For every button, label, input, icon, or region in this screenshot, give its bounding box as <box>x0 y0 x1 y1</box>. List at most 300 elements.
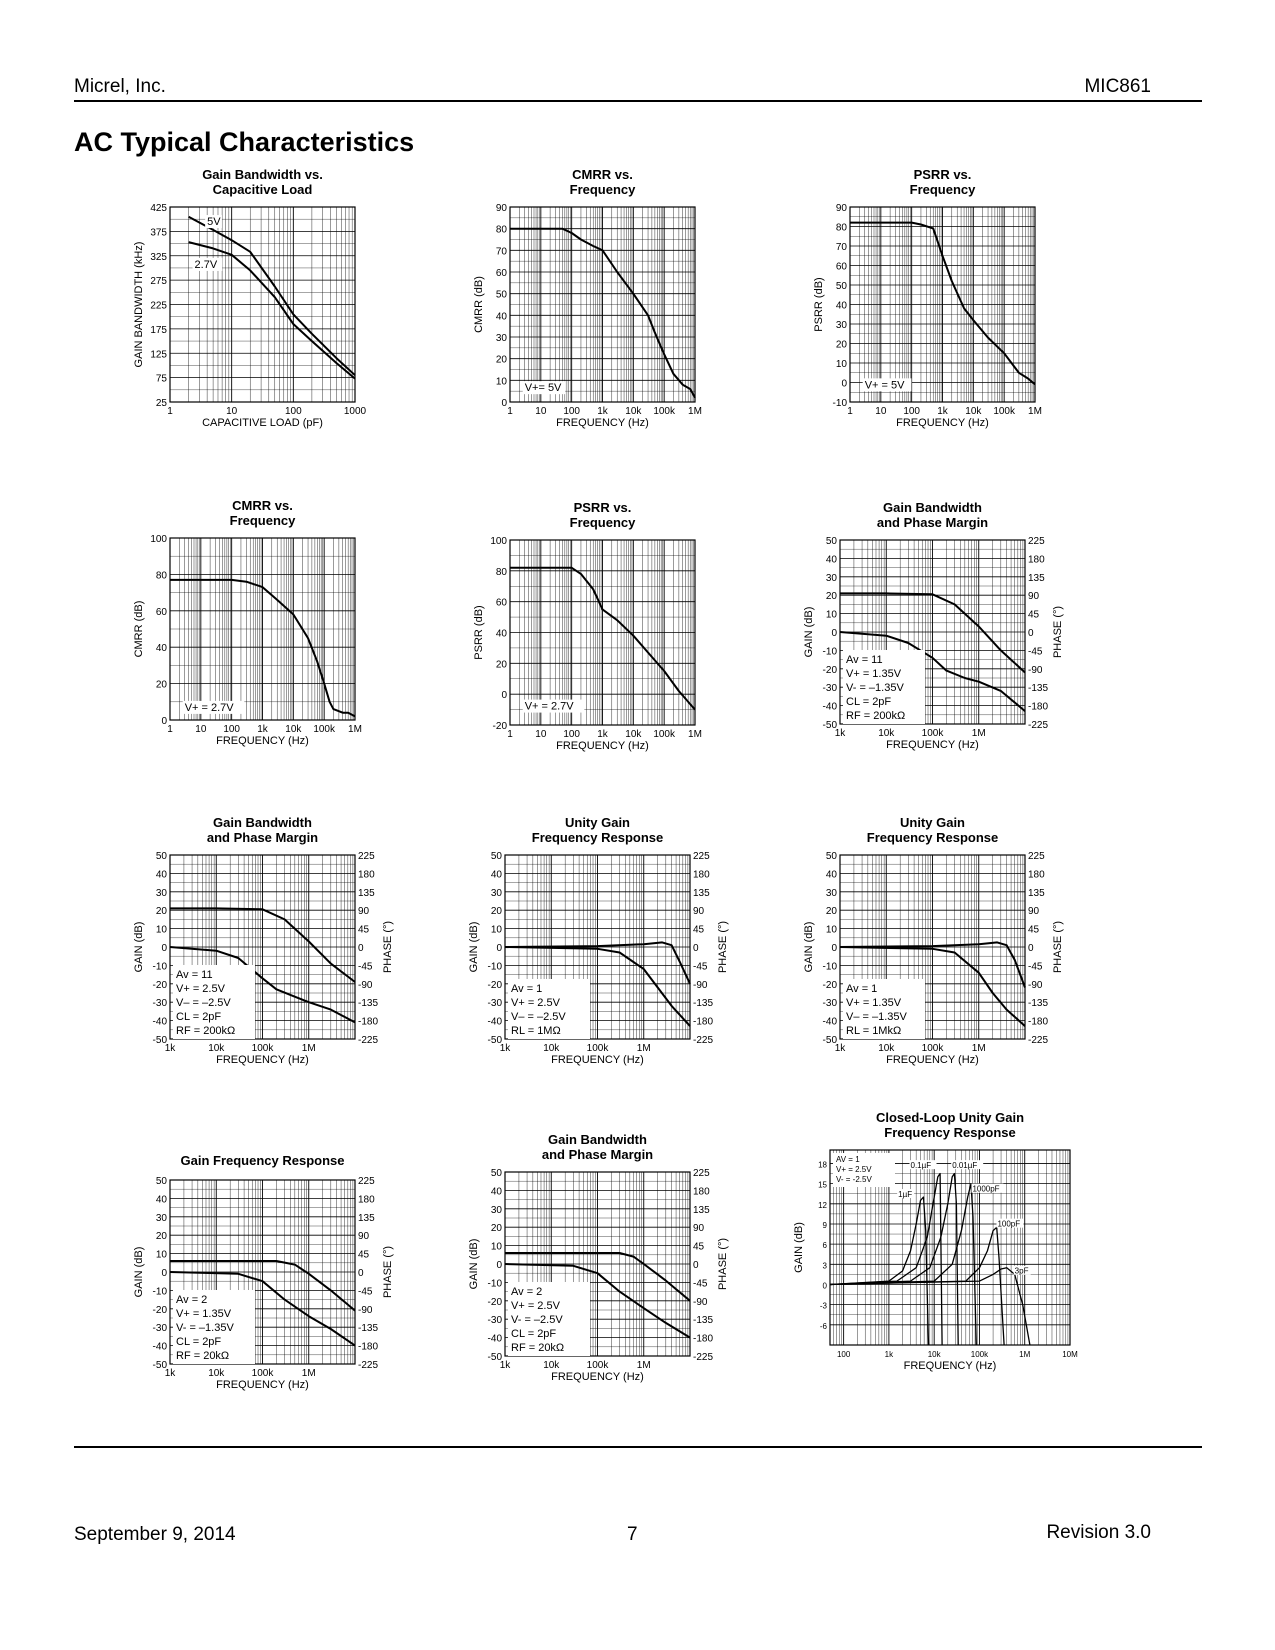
y-tick-label: -30 <box>152 998 167 1010</box>
y-axis-label: PSRR (dB) <box>813 277 825 332</box>
y2-tick-label: 135 <box>693 887 710 899</box>
y-tick-label: 20 <box>495 659 507 671</box>
y2-tick-label: -225 <box>1028 720 1049 731</box>
y-axis-label: CMRR (dB) <box>473 276 485 333</box>
y-tick-label: 20 <box>825 591 837 603</box>
x-tick-label: 1k <box>164 1368 176 1379</box>
x-tick-label: 10k <box>625 729 642 740</box>
footer-page-number: 7 <box>627 1524 638 1545</box>
chart-psrr-vs-frequency-5v <box>810 165 1060 430</box>
y2-tick-label: -180 <box>358 1341 379 1353</box>
x-tick-label: 1M <box>636 1360 651 1371</box>
y-tick-label: -6 <box>819 1321 827 1331</box>
chart-title: Gain Frequency Response <box>180 1153 345 1168</box>
y-tick-label: 20 <box>155 1231 167 1243</box>
legend-text: Av = 2 <box>511 1286 543 1298</box>
y2-tick-label: -135 <box>358 1323 379 1335</box>
chart-title: Unity Gain <box>564 815 631 830</box>
x-tick-label: 1k <box>937 406 948 417</box>
y2-tick-label: -180 <box>693 1016 714 1028</box>
y2-tick-label: 225 <box>1028 536 1045 547</box>
legend-text: Av = 1 <box>846 983 878 995</box>
y2-tick-label: -135 <box>693 1315 714 1327</box>
x-tick-label: 10 <box>195 724 207 735</box>
y-tick-label: 10 <box>155 924 167 936</box>
y-tick-label: 40 <box>495 628 507 640</box>
y-axis-label: GAIN (dB) <box>793 1222 805 1273</box>
x-tick-label: 1M <box>636 1043 651 1054</box>
y2-tick-label: -225 <box>358 1360 379 1371</box>
y-tick-label: -20 <box>492 721 507 732</box>
y2-tick-label: 45 <box>358 924 370 936</box>
chart-title: Frequency <box>569 182 636 197</box>
y-tick-label: 20 <box>825 906 837 918</box>
x-tick-label: 100k <box>921 728 944 739</box>
y-tick-label: 60 <box>155 606 167 618</box>
y-tick-label: 275 <box>150 276 167 288</box>
x-tick-label: 1M <box>688 406 702 417</box>
series-line-01f <box>830 1174 942 1346</box>
y-tick-label: 80 <box>495 566 507 578</box>
series-line-1f <box>830 1197 929 1345</box>
y-tick-label: 50 <box>155 851 167 862</box>
x-tick-label: 10k <box>927 1350 941 1359</box>
legend-text: V+ = 2.5V <box>836 1165 872 1174</box>
legend-text: RF = 200kΩ <box>176 1025 236 1037</box>
legend-text: V+ = 2.5V <box>511 1300 560 1312</box>
chart-title: and Phase Margin <box>206 830 319 845</box>
y-tick-label: -20 <box>152 1304 167 1316</box>
y2-axis-label: PHASE (°) <box>1052 920 1064 974</box>
y-tick-label: 80 <box>495 224 507 236</box>
y-tick-label: -50 <box>152 1035 167 1046</box>
x-tick-label: 10k <box>878 728 895 739</box>
legend-text: V+ = 1.35V <box>846 997 902 1009</box>
x-axis-label: FREQUENCY (Hz) <box>886 739 979 751</box>
y-tick-label: 0 <box>841 378 847 390</box>
y-tick-label: -20 <box>822 979 837 991</box>
x-axis-label: FREQUENCY (Hz) <box>556 417 649 429</box>
section-title: AC Typical Characteristics <box>74 127 415 157</box>
curve-label: 3pF <box>1014 1266 1029 1276</box>
y2-tick-label: 90 <box>1028 906 1040 918</box>
legend-text: AV = 1 <box>836 1155 860 1164</box>
x-axis-label: FREQUENCY (Hz) <box>556 740 649 752</box>
y-tick-label: 325 <box>150 251 167 263</box>
x-tick-label: 10k <box>965 406 982 417</box>
y2-tick-label: 0 <box>358 943 364 954</box>
series-line-001f <box>830 1174 958 1346</box>
y-tick-label: 50 <box>825 851 837 862</box>
x-axis-label: FREQUENCY (Hz) <box>216 735 309 747</box>
x-tick-label: 1M <box>688 729 702 740</box>
chart-title: Closed-Loop Unity Gain <box>875 1110 1025 1125</box>
y-tick-label: -40 <box>152 1016 167 1028</box>
y-tick-label: -10 <box>487 1278 502 1290</box>
y2-tick-label: 45 <box>693 924 705 936</box>
y2-tick-label: 225 <box>693 851 710 862</box>
y-tick-label: 30 <box>155 1212 167 1224</box>
legend-text: V- = –1.35V <box>176 1322 234 1334</box>
y-tick-label: -20 <box>152 979 167 991</box>
footer-rule <box>74 1446 1202 1448</box>
y-axis-label: CMRR (dB) <box>133 600 145 658</box>
x-tick-label: 1k <box>164 1043 176 1054</box>
x-tick-label: 100k <box>251 1043 274 1054</box>
y-tick-label: -40 <box>487 1016 502 1028</box>
y2-tick-label: 135 <box>358 887 375 899</box>
annotation-label: V+ = 5V <box>864 379 905 392</box>
y-tick-label: -20 <box>487 1296 502 1308</box>
y-tick-label: 30 <box>835 320 847 331</box>
x-tick-label: 100k <box>251 1368 274 1379</box>
curve-label: 100pF <box>997 1219 1021 1229</box>
y-tick-label: -40 <box>487 1333 502 1345</box>
chart-title: PSRR vs. <box>913 167 972 182</box>
y-tick-label: 10 <box>495 376 507 388</box>
curve-label: 1000pF <box>972 1184 1000 1194</box>
y-tick-label: 40 <box>825 554 837 566</box>
y2-tick-label: -135 <box>693 998 714 1010</box>
x-tick-label: 1k <box>884 1350 894 1359</box>
chart-closed-loop-unity-gain-response <box>790 1105 1090 1380</box>
y2-tick-label: 225 <box>1028 851 1045 862</box>
y-tick-label: 9 <box>822 1220 827 1230</box>
x-tick-label: 1k <box>257 724 268 735</box>
x-tick-label: 100 <box>563 729 581 740</box>
chart-title: and Phase Margin <box>541 1147 654 1162</box>
y-tick-label: 125 <box>150 349 167 361</box>
chart-unity-gain-response-2v5 <box>465 795 745 1066</box>
y-tick-label: 50 <box>825 536 837 547</box>
y-tick-label: 60 <box>495 597 507 609</box>
y-axis-label: PSRR (dB) <box>473 605 485 660</box>
legend-text: V+ = 2.5V <box>511 997 560 1009</box>
y-tick-label: 40 <box>490 1186 502 1198</box>
y2-tick-label: 180 <box>358 1194 375 1206</box>
y-axis-label: GAIN BANDWIDTH (kHz) <box>133 241 145 368</box>
y-tick-label: 100 <box>150 534 167 545</box>
y-tick-label: 10 <box>155 1249 167 1261</box>
header-company: Micrel, Inc. <box>74 76 166 97</box>
y-tick-label: -50 <box>822 720 837 731</box>
y-tick-label: -3 <box>819 1301 827 1311</box>
x-tick-label: 10k <box>625 406 642 417</box>
x-tick-label: 1000 <box>343 406 367 417</box>
x-tick-label: 10k <box>543 1043 560 1054</box>
y2-tick-label: -90 <box>1028 664 1043 676</box>
x-axis-label: FREQUENCY (Hz) <box>216 1379 309 1391</box>
x-tick-label: 10k <box>878 1043 895 1054</box>
y-tick-label: 225 <box>150 300 167 312</box>
y-tick-label: 30 <box>825 887 837 899</box>
chart-title: Gain Bandwidth vs. <box>202 167 323 182</box>
chart-title: CMRR vs. <box>232 498 293 513</box>
y-tick-label: 70 <box>495 246 507 258</box>
y-tick-label: 10 <box>490 1241 502 1253</box>
legend-text: Av = 2 <box>176 1294 208 1306</box>
y-tick-label: 30 <box>825 572 837 584</box>
y-tick-label: -10 <box>822 961 837 973</box>
y-tick-label: 30 <box>490 887 502 899</box>
x-axis-label: FREQUENCY (Hz) <box>903 1360 997 1372</box>
y2-tick-label: -180 <box>1028 701 1049 713</box>
legend-text: V+ = 1.35V <box>846 668 902 680</box>
y-tick-label: 10 <box>825 609 837 621</box>
y2-tick-label: -45 <box>1028 646 1043 658</box>
y-tick-label: -40 <box>822 701 837 713</box>
x-tick-label: 1k <box>499 1043 511 1054</box>
chart-gain-bandwidth-phase-margin-av2 <box>465 1112 745 1383</box>
y-tick-label: 100 <box>490 536 507 547</box>
x-tick-label: 100 <box>563 406 581 417</box>
y-tick-label: -50 <box>487 1352 502 1363</box>
x-tick-label: 1k <box>834 1043 846 1054</box>
x-tick-label: 10 <box>535 406 547 417</box>
x-tick-label: 1 <box>507 729 513 740</box>
chart-psrr-vs-frequency-2v7 <box>470 480 720 752</box>
legend-text: Av = 1 <box>511 983 543 995</box>
y2-tick-label: 45 <box>1028 924 1040 936</box>
x-tick-label: 1 <box>507 406 513 417</box>
chart-title: Gain Bandwidth <box>213 815 312 830</box>
y2-tick-label: -225 <box>358 1035 379 1046</box>
y2-tick-label: 135 <box>693 1204 710 1216</box>
y-tick-label: 0 <box>831 628 837 639</box>
y2-tick-label: -225 <box>693 1352 714 1363</box>
x-tick-label: 100 <box>284 406 302 417</box>
y2-tick-label: 135 <box>1028 572 1045 584</box>
legend-text: RF = 20kΩ <box>176 1350 230 1362</box>
legend-text: V- = -2.5V <box>836 1175 872 1184</box>
y2-tick-label: 90 <box>693 906 705 918</box>
y-tick-label: 375 <box>150 227 167 239</box>
x-tick-label: 10M <box>1062 1350 1078 1359</box>
legend-text: CL = 2pF <box>511 1328 557 1340</box>
y2-tick-label: 135 <box>358 1212 375 1224</box>
x-tick-label: 1M <box>1028 406 1042 417</box>
chart-title: Gain Bandwidth <box>548 1132 647 1147</box>
y-axis-label: GAIN (dB) <box>803 606 815 658</box>
y-axis-label: GAIN (dB) <box>468 921 480 973</box>
y2-tick-label: 225 <box>358 851 375 862</box>
x-tick-label: 1 <box>167 724 173 735</box>
y2-tick-label: 180 <box>1028 554 1045 566</box>
y-tick-label: 20 <box>835 339 847 351</box>
y-tick-label: 0 <box>161 716 167 727</box>
y2-tick-label: -45 <box>693 961 708 973</box>
x-tick-label: 100 <box>903 406 921 417</box>
curve-label: 1µF <box>898 1190 913 1200</box>
y-tick-label: 40 <box>835 300 847 312</box>
x-tick-label: 10k <box>208 1043 225 1054</box>
y2-tick-label: -180 <box>693 1333 714 1345</box>
y-tick-label: 20 <box>155 906 167 918</box>
y2-tick-label: 45 <box>1028 609 1040 621</box>
x-tick-label: 1k <box>499 1360 511 1371</box>
x-tick-label: 100k <box>586 1043 609 1054</box>
y-tick-label: -50 <box>822 1035 837 1046</box>
legend-text: RL = 1MkΩ <box>846 1025 902 1037</box>
y-tick-label: -10 <box>152 1286 167 1298</box>
y-tick-label: 20 <box>490 1223 502 1235</box>
y-tick-label: 50 <box>490 851 502 862</box>
chart-cmrr-vs-frequency-2v7 <box>130 480 380 745</box>
legend-text: CL = 2pF <box>176 1336 222 1348</box>
y-tick-label: 0 <box>496 1260 502 1271</box>
y-tick-label: 20 <box>155 679 167 691</box>
footer-date: September 9, 2014 <box>74 1524 236 1545</box>
y-tick-label: 0 <box>822 1281 827 1291</box>
y-tick-label: 70 <box>835 242 847 253</box>
y2-tick-label: 0 <box>1028 628 1034 639</box>
y-axis-label: GAIN (dB) <box>133 1246 145 1298</box>
legend-text: Av = 11 <box>846 654 883 666</box>
y-tick-label: 10 <box>490 924 502 936</box>
x-tick-label: 1M <box>348 724 362 735</box>
y-tick-label: 425 <box>150 203 167 214</box>
x-tick-label: 100 <box>836 1350 851 1359</box>
y-tick-label: 20 <box>495 354 507 366</box>
y2-tick-label: -225 <box>693 1035 714 1046</box>
y2-tick-label: 180 <box>1028 869 1045 881</box>
x-tick-label: 10 <box>226 406 238 417</box>
y-tick-label: 40 <box>155 869 167 881</box>
y-tick-label: 0 <box>161 943 167 954</box>
y2-tick-label: -90 <box>1028 979 1043 991</box>
y-tick-label: -50 <box>152 1360 167 1371</box>
x-tick-label: 1 <box>167 406 173 417</box>
x-axis-label: FREQUENCY (Hz) <box>551 1054 644 1066</box>
y-tick-label: 60 <box>495 268 507 279</box>
y-tick-label: 10 <box>825 924 837 936</box>
x-tick-label: 1M <box>301 1043 316 1054</box>
x-axis-label: CAPACITIVE LOAD (pF) <box>202 417 323 429</box>
y2-tick-label: 135 <box>1028 887 1045 899</box>
y2-tick-label: -45 <box>358 961 373 973</box>
x-tick-label: 10 <box>875 406 887 417</box>
y2-tick-label: 180 <box>693 1186 710 1198</box>
y-axis-label: GAIN (dB) <box>133 921 145 973</box>
y-tick-label: 30 <box>490 1204 502 1216</box>
curve-label: 0.01µF <box>952 1161 978 1171</box>
y-tick-label: 50 <box>155 1176 167 1187</box>
y-axis-label: GAIN (dB) <box>468 1238 480 1290</box>
y-tick-label: 6 <box>822 1241 827 1251</box>
y-tick-label: 0 <box>831 943 837 954</box>
chart-title: Unity Gain <box>899 815 966 830</box>
chart-title: Frequency <box>909 182 976 197</box>
y-tick-label: 40 <box>495 311 507 323</box>
y-tick-label: 0 <box>501 690 507 702</box>
y-tick-label: -30 <box>487 1315 502 1327</box>
chart-gain-bandwidth-vs-capacitive-load <box>130 165 380 430</box>
annotation-label: 2.7V <box>194 258 218 271</box>
chart-gain-bandwidth-phase-margin-1v35 <box>800 480 1080 751</box>
x-tick-label: 100k <box>586 1360 609 1371</box>
y-tick-label: 60 <box>835 261 847 273</box>
curve-label: 0.1µF <box>910 1161 932 1171</box>
chart-gain-frequency-response <box>130 1120 410 1391</box>
chart-title: Gain Bandwidth <box>883 500 982 515</box>
y2-tick-label: 45 <box>693 1241 705 1253</box>
legend-text: V– = –1.35V <box>846 1011 907 1023</box>
y-tick-label: 30 <box>495 333 507 344</box>
chart-gain-bandwidth-phase-margin-2v5 <box>130 795 410 1066</box>
annotation-label: V+ = 2.7V <box>524 700 574 713</box>
y2-tick-label: 0 <box>693 1260 699 1271</box>
series-line-5v <box>189 217 355 375</box>
legend-text: CL = 2pF <box>176 1011 222 1023</box>
y-tick-label: 10 <box>835 359 847 370</box>
y2-tick-label: 90 <box>1028 591 1040 603</box>
y-tick-label: 0 <box>501 398 507 409</box>
y2-tick-label: 225 <box>693 1168 710 1179</box>
y2-tick-label: -45 <box>693 1278 708 1290</box>
y-tick-label: 3 <box>822 1261 827 1271</box>
x-axis-label: FREQUENCY (Hz) <box>551 1371 644 1383</box>
x-tick-label: 10k <box>285 724 302 735</box>
y2-tick-label: 225 <box>358 1176 375 1187</box>
x-tick-label: 100k <box>313 724 336 735</box>
y2-tick-label: -135 <box>1028 998 1049 1010</box>
y2-tick-label: -135 <box>1028 683 1049 695</box>
chart-title: Frequency Response <box>531 830 664 845</box>
x-axis-label: FREQUENCY (Hz) <box>896 417 989 429</box>
chart-title: Frequency Response <box>884 1125 1016 1140</box>
y-axis-label: GAIN (dB) <box>803 921 815 973</box>
x-tick-label: 100k <box>993 406 1016 417</box>
y2-tick-label: -180 <box>358 1016 379 1028</box>
x-tick-label: 1 <box>847 406 853 417</box>
y2-tick-label: -180 <box>1028 1016 1049 1028</box>
chart-cmrr-vs-frequency-5v <box>470 165 720 430</box>
y-tick-label: 40 <box>825 869 837 881</box>
y-tick-label: 40 <box>490 869 502 881</box>
y2-tick-label: 180 <box>693 869 710 881</box>
y-tick-label: 15 <box>818 1180 827 1190</box>
chart-title: Frequency Response <box>866 830 999 845</box>
legend-text: V+ = 2.5V <box>176 983 225 995</box>
x-tick-label: 1M <box>971 728 986 739</box>
y2-axis-label: PHASE (°) <box>717 1237 729 1291</box>
annotation-label: V+ = 2.7V <box>184 701 234 714</box>
legend-text: RL = 1MΩ <box>511 1025 561 1037</box>
x-tick-label: 10 <box>535 729 547 740</box>
y2-axis-label: PHASE (°) <box>1052 605 1064 659</box>
y-tick-label: -10 <box>832 398 847 409</box>
y2-tick-label: -90 <box>693 1296 708 1308</box>
legend-text: RF = 20kΩ <box>511 1342 565 1354</box>
x-tick-label: 100 <box>223 724 241 735</box>
y-tick-label: -10 <box>822 646 837 658</box>
y-tick-label: -40 <box>152 1341 167 1353</box>
legend-text: V– = –2.5V <box>176 997 231 1009</box>
legend-text: V- = –1.35V <box>846 682 904 694</box>
y2-tick-label: 90 <box>693 1223 705 1235</box>
y-tick-label: 40 <box>155 1194 167 1206</box>
y-tick-label: -30 <box>487 998 502 1010</box>
y2-tick-label: -45 <box>1028 961 1043 973</box>
y2-axis-label: PHASE (°) <box>717 920 729 974</box>
chart-title: CMRR vs. <box>572 167 633 182</box>
y-tick-label: 80 <box>155 570 167 582</box>
x-tick-label: 1k <box>597 406 608 417</box>
y-tick-label: 40 <box>155 643 167 655</box>
x-tick-label: 10k <box>543 1360 560 1371</box>
y2-tick-label: -90 <box>693 979 708 991</box>
y-tick-label: -40 <box>822 1016 837 1028</box>
